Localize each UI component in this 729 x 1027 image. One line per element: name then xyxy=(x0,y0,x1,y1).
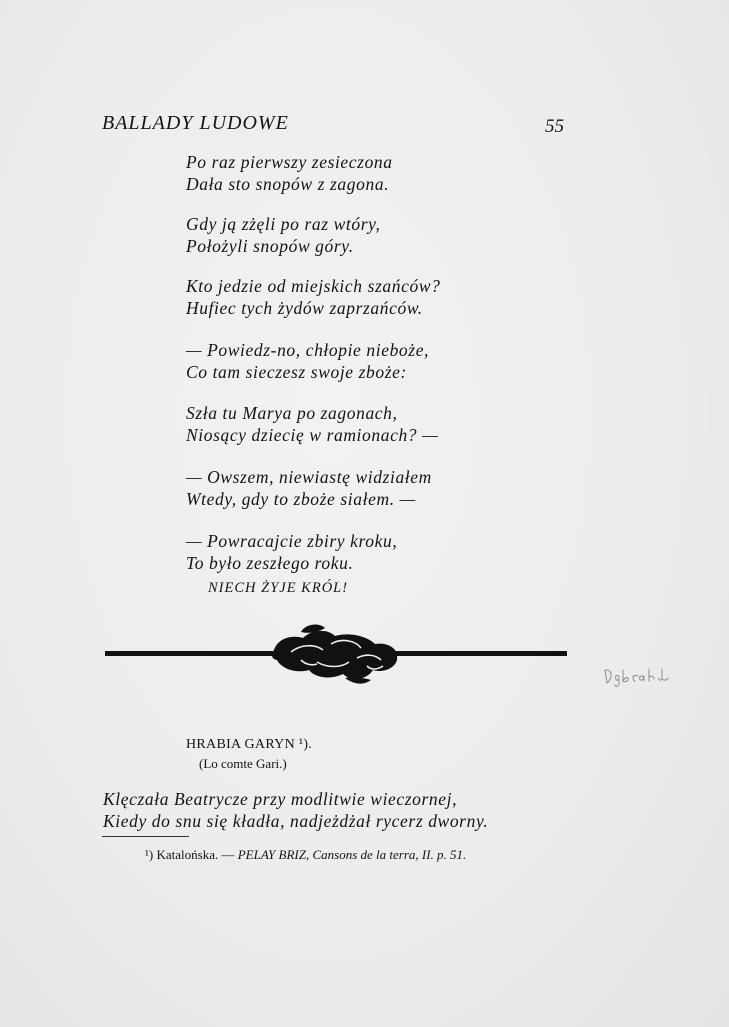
poem-line: — Powiedz-no, chłopie nieboże, xyxy=(186,340,430,360)
poem-line: Niosący dziecię w ramionach? — xyxy=(186,425,439,445)
footnote-origin: Katalońska. — xyxy=(156,847,235,862)
poem-line: Hufiec tych żydów zaprzańców. xyxy=(186,298,423,318)
footnote xyxy=(145,847,466,863)
footnote-marker: ¹) xyxy=(145,847,154,862)
footnote-divider xyxy=(102,836,189,837)
poem-line: — Owszem, niewiastę widziałem xyxy=(186,467,432,487)
ballad-subtitle: (Lo comte Gari.) xyxy=(199,756,287,771)
verse-line: Klęczała Beatrycze przy modlitwie wieczornej, xyxy=(103,789,458,809)
page-number: 55 xyxy=(545,116,564,137)
ballad-title-text: HRABIA GARYN xyxy=(186,737,296,752)
verse-line: Kiedy do snu się kładła, nadjeżdżał rycerz dworny. xyxy=(103,811,489,831)
poem-line: Wtedy, gdy to zboże siałem. — xyxy=(186,489,416,509)
poem-line: Gdy ją zżęli po raz wtóry, xyxy=(186,214,381,234)
poem-line: Po raz pierwszy zesieczona xyxy=(186,152,393,172)
ballad-title xyxy=(186,737,312,753)
poem-line: Położyli snopów góry. xyxy=(186,236,354,256)
rose-branch-icon xyxy=(105,618,567,688)
poem-line: Kto jedzie od miejskich szańców? xyxy=(186,276,441,296)
poem-line: To było zeszłego roku. xyxy=(186,553,354,573)
footnote-reference: ¹). xyxy=(298,737,313,752)
handwritten-signature-icon xyxy=(601,664,693,688)
poem-closing-line: NIECH ŻYJE KRÓL! xyxy=(208,580,349,596)
poem-line: Dała sto snopów z zagona. xyxy=(186,174,390,194)
running-header-title: BALLADY LUDOWE xyxy=(102,112,289,134)
poem-line: Szła tu Marya po zagonach, xyxy=(186,403,398,423)
poem-line: — Powracajcie zbiry kroku, xyxy=(186,531,398,551)
poem-line: Co tam sieczesz swoje zboże: xyxy=(186,362,407,382)
footnote-citation: PELAY BRIZ, Cansons de la terra, II. p. 51. xyxy=(237,847,467,862)
